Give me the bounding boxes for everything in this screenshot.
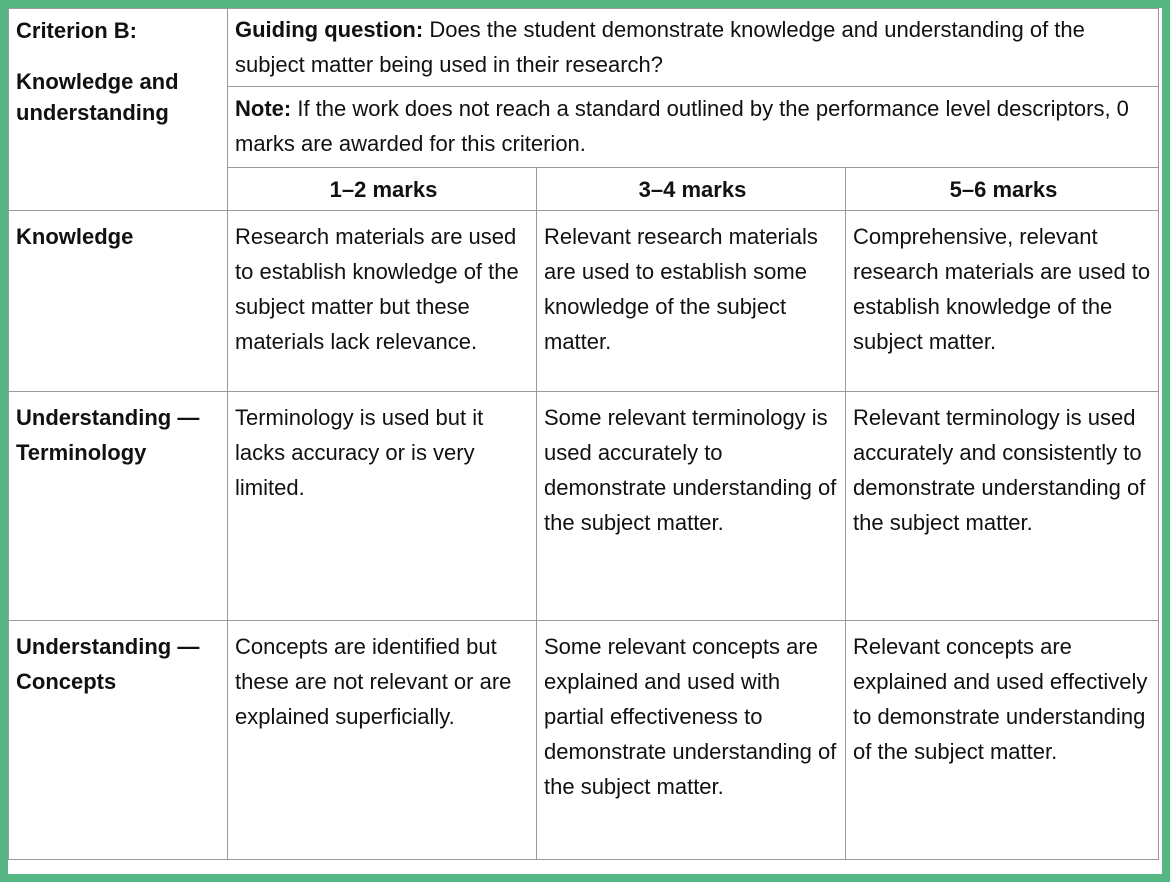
table-row [9,392,1159,621]
descriptor-cell: Relevant research materials are used to establish some knowledge of the subject matter. [537,211,846,392]
descriptor-cell: Some relevant terminology is used accurately to demonstrate understanding of the subject matter. [537,392,846,621]
rubric-frame [8,8,1162,874]
descriptor-cell: Terminology is used but it lacks accuracy or is very limited. [228,392,537,621]
descriptor-cell: Relevant concepts are explained and used effectively to demonstrate understanding of the subject matter. [846,621,1159,860]
rubric-table [8,8,1159,860]
guiding-text: Does the student demonstrate knowledge and understanding of the subject matter being used in their research? [235,17,1085,77]
row-label-knowledge [9,211,228,392]
row-label-line: Understanding — [16,634,200,659]
criterion-title: Criterion B: [16,18,137,43]
row-label-terminology [9,392,228,621]
criterion-name: Knowledge and understanding [16,69,179,125]
column-header-1-2: 1–2 marks [228,168,537,211]
descriptor-cell: Some relevant concepts are explained and used with partial effectiveness to demonstrate understanding of the subject matter. [537,621,846,860]
row-label-line: Terminology [16,440,147,465]
column-header-5-6: 5–6 marks [846,168,1159,211]
guiding-label: Guiding question: [235,17,424,42]
row-label-line: Concepts [16,669,117,694]
descriptor-cell: Concepts are identified but these are not relevant or are explained superficially. [228,621,537,860]
note-label: Note: [235,96,292,121]
guiding-question [228,9,1159,87]
descriptor-cell: Comprehensive, relevant research materials are used to establish knowledge of the subject matter. [846,211,1159,392]
row-label-line: Knowledge [16,224,134,249]
table-row [9,211,1159,392]
descriptor-cell: Relevant terminology is used accurately and consistently to demonstrate understanding of the subject matter. [846,392,1159,621]
column-header-3-4: 3–4 marks [537,168,846,211]
row-label-concepts [9,621,228,860]
note-text: If the work does not reach a standard outlined by the performance level descriptors, 0 marks are awarded for this criterion. [235,96,1129,156]
row-label-line: Understanding — [16,405,200,430]
criterion-cell [9,9,228,211]
guiding-row [9,9,1159,87]
note [228,87,1159,168]
table-row [9,621,1159,860]
descriptor-cell: Research materials are used to establish knowledge of the subject matter but these materials lack relevance. [228,211,537,392]
